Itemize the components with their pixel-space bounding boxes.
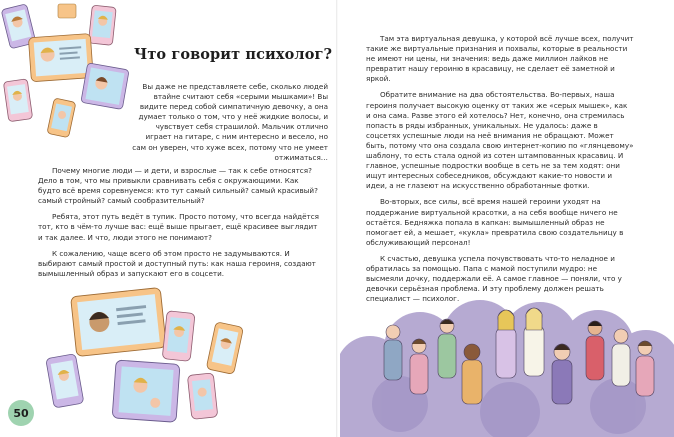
paragraph-1: Вы даже не представляете себе, сколько людей втайне считают себя «серыми мышками»! Вы видите перед собой симпатичную девочку, а она думает только о том, что у неё жидкие волосы, и чувствует себя страшилой. Мальчик отлично играет на гитаре, с ним интересно и весело, но сам он уверен, что хуже всех, потому что не умеет отжиматься… <box>132 82 328 162</box>
page-number-badge <box>8 400 34 426</box>
devices-illustration-bottom <box>44 282 274 432</box>
paragraph-7: Во-вторых, все силы, всё время нашей героини уходят на поддержание виртуальной красотки, а на себя вообще ничего не остаётся. Бедняжка попала в капкан: вымышленный образ не помогает ей, а мешает, «кукла» превратила свою создательницу в обслуживающий персонал! <box>366 197 624 247</box>
family-cloud-illustration <box>340 300 674 437</box>
paragraph-4: К сожалению, чаще всего об этом просто не задумываются. И выбирают самый простой и доступный путь: как наша героиня, создают вымышленный образ и запускают его в соцсети. <box>38 248 316 278</box>
page-title: Что говорит психолог? <box>134 46 333 63</box>
body-text-left <box>38 166 322 285</box>
devices-illustration-top <box>0 0 136 148</box>
paragraph-5: Там эта виртуальная девушка, у которой всё лучше всех, получит такие же виртуальные признания и похвалы, которые в реальности не имеют ни цены, ни значения: ведь даже миллион лайков не превратит нашу героиню в красавицу, не сделает её заметной и яркой. <box>366 34 634 84</box>
paragraph-2: Почему многие люди — и дети, и взрослые — так к себе относятся? Дело в том, что мы привыкли сравнивать себя с окружающими. Как будто всё время соревнуемся: кто тут самый сильный? самый красивый? самый стройный? самый сообразительный? <box>38 166 318 206</box>
paragraph-3: Ребята, этот путь ведёт в тупик. Просто потому, что всегда найдётся тот, кто в чём-то лучше вас: ещё выше прыгает, ещё красивее выглядит и так далее. И что, люди этого не понимают? <box>38 212 319 242</box>
book-gutter <box>336 0 338 437</box>
page-number: 50 <box>13 406 29 420</box>
paragraph-8: К счастью, девушка успела почувствовать что-то неладное и обратилась за помощью. Папа с мамой поступили мудро: не высмеяли дочку, поддержали её. А самое главное — поняли, что у девочки серьёзная проблема. И эту проблему должен решать специалист — психолог. <box>366 253 622 304</box>
paragraph-6: Обратите внимание на два обстоятельства. Во-первых, наша героиня получает высокую оценку от таких же «серых мышек», как и она сама. Разве этого ей хотелось? Нет, конечно, она стремилась попасть в ряды избранных, уникальных. Не удалось: даже в соцсетях успешные люди на неё внимания не обращают. Может быть, потому что она создала свою интернет-копию по «глянцевому» шаблону, то есть стала одной из сотен штампованных красавиц. И главное, успешные подростки вообще в сеть не за тем ходят: они ищут интересных собеседников, обсуждают какие-то новости и идеи, а не глазеют на искусственно обработанные фотки. <box>366 90 634 191</box>
intro-paragraph <box>132 82 328 169</box>
body-text-right <box>366 34 634 310</box>
